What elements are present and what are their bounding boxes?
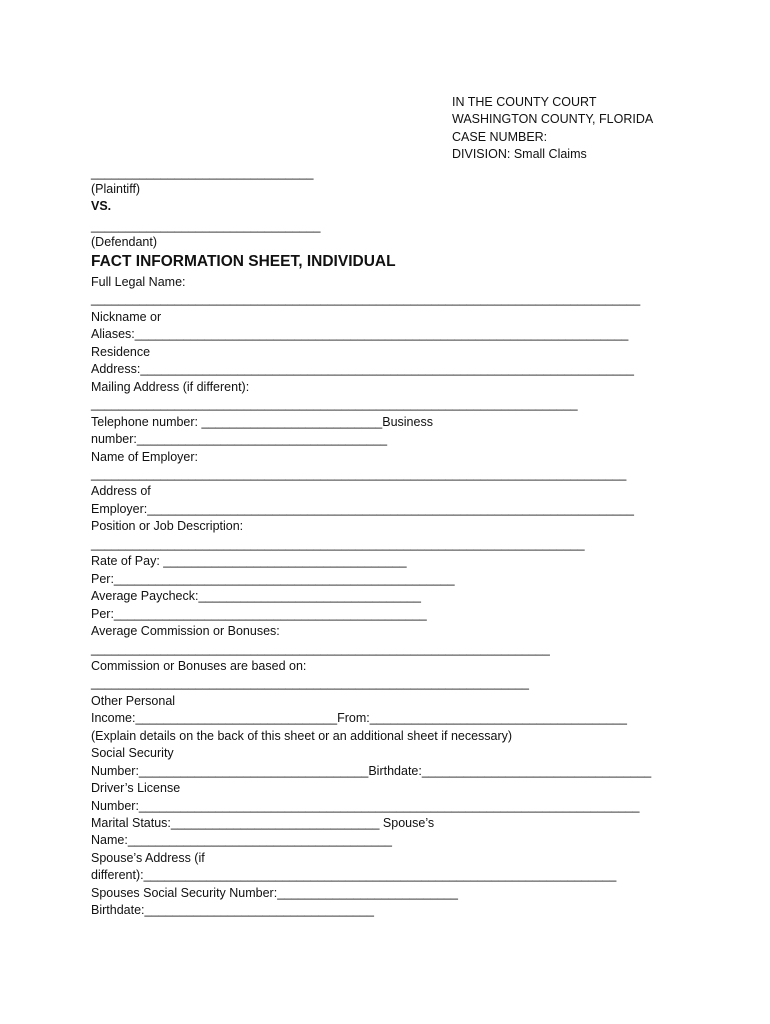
defendant-label: (Defendant): [91, 235, 158, 249]
form-field-line[interactable]: Per:_____________________________________________: [91, 606, 427, 621]
form-field-label: Position or Job Description:: [91, 519, 244, 534]
form-field-line[interactable]: Name:______________________________________: [91, 833, 392, 848]
form-field-line[interactable]: __________________________________________________________________: [91, 641, 550, 656]
form-field-line[interactable]: Rate of Pay: ___________________________________: [91, 554, 407, 569]
form-field-line[interactable]: _____________________________________________________________________________: [91, 466, 627, 481]
form-field-line[interactable]: Income:_____________________________From:_____________________________________: [91, 711, 627, 726]
form-field-line[interactable]: _______________________________________________________________________________: [91, 292, 641, 307]
form-field-label: Name of Employer:: [91, 449, 198, 464]
form-field-label: Spouse’s Address (if: [91, 850, 205, 865]
form-field-label: Average Commission or Bonuses:: [91, 624, 280, 638]
form-field-label: (Explain details on the back of this sheet or an additional sheet if necessary): [91, 728, 513, 743]
form-field-label: Commission or Bonuses are based on:: [91, 658, 307, 673]
form-field-label: Mailing Address (if different):: [91, 379, 250, 394]
form-field-line[interactable]: ______________________________________________________________________: [91, 397, 578, 412]
plaintiff-label: (Plaintiff): [91, 182, 141, 196]
form-field-label: Full Legal Name:: [91, 275, 186, 289]
form-field-label: Other Personal: [91, 693, 176, 708]
court-name: IN THE COUNTY COURT: [452, 95, 597, 109]
form-field-line[interactable]: Address:_______________________________________________________________________: [91, 362, 634, 377]
versus-label: VS.: [91, 199, 112, 213]
document-title: FACT INFORMATION SHEET, INDIVIDUAL: [91, 253, 396, 270]
form-field-line[interactable]: Telephone number: __________________________Business: [91, 414, 433, 429]
form-field-line[interactable]: Number:________________________________________________________________________: [91, 798, 640, 813]
form-field-line[interactable]: _______________________________________________________________: [91, 676, 529, 691]
defendant-blank[interactable]: _________________________________: [91, 219, 321, 233]
form-field-line[interactable]: _______________________________________________________________________: [91, 536, 585, 551]
plaintiff-blank[interactable]: ________________________________: [91, 166, 314, 180]
form-field-line[interactable]: Number:_________________________________Birthdate:_________________________________: [91, 763, 652, 778]
form-field-line[interactable]: different):____________________________________________________________________: [91, 868, 617, 883]
form-field-line[interactable]: Birthdate:_________________________________: [91, 903, 374, 918]
form-field-line[interactable]: Average Paycheck:________________________________: [91, 589, 421, 604]
court-header: [452, 94, 653, 164]
form-field-line[interactable]: Spouses Social Security Number:__________________________: [91, 885, 458, 900]
case-number-label: CASE NUMBER:: [452, 129, 548, 144]
form-field-line[interactable]: Employer:______________________________________________________________________: [91, 501, 634, 516]
form-field-line[interactable]: number:____________________________________: [91, 432, 388, 446]
form-field-line[interactable]: Aliases:_______________________________________________________________________: [91, 327, 629, 342]
division-label: DIVISION: Small Claims: [452, 147, 587, 162]
form-field-label: Residence: [91, 344, 151, 359]
form-field-label: Driver’s License: [91, 781, 181, 795]
form-field-line[interactable]: Marital Status:______________________________ Spouse’s: [91, 815, 435, 830]
county-name: WASHINGTON COUNTY, FLORIDA: [452, 112, 654, 127]
form-field-label: Social Security: [91, 746, 174, 761]
form-field-label: Address of: [91, 484, 151, 499]
form-field-label: Nickname or: [91, 309, 162, 324]
form-field-line[interactable]: Per:_________________________________________________: [91, 571, 455, 586]
